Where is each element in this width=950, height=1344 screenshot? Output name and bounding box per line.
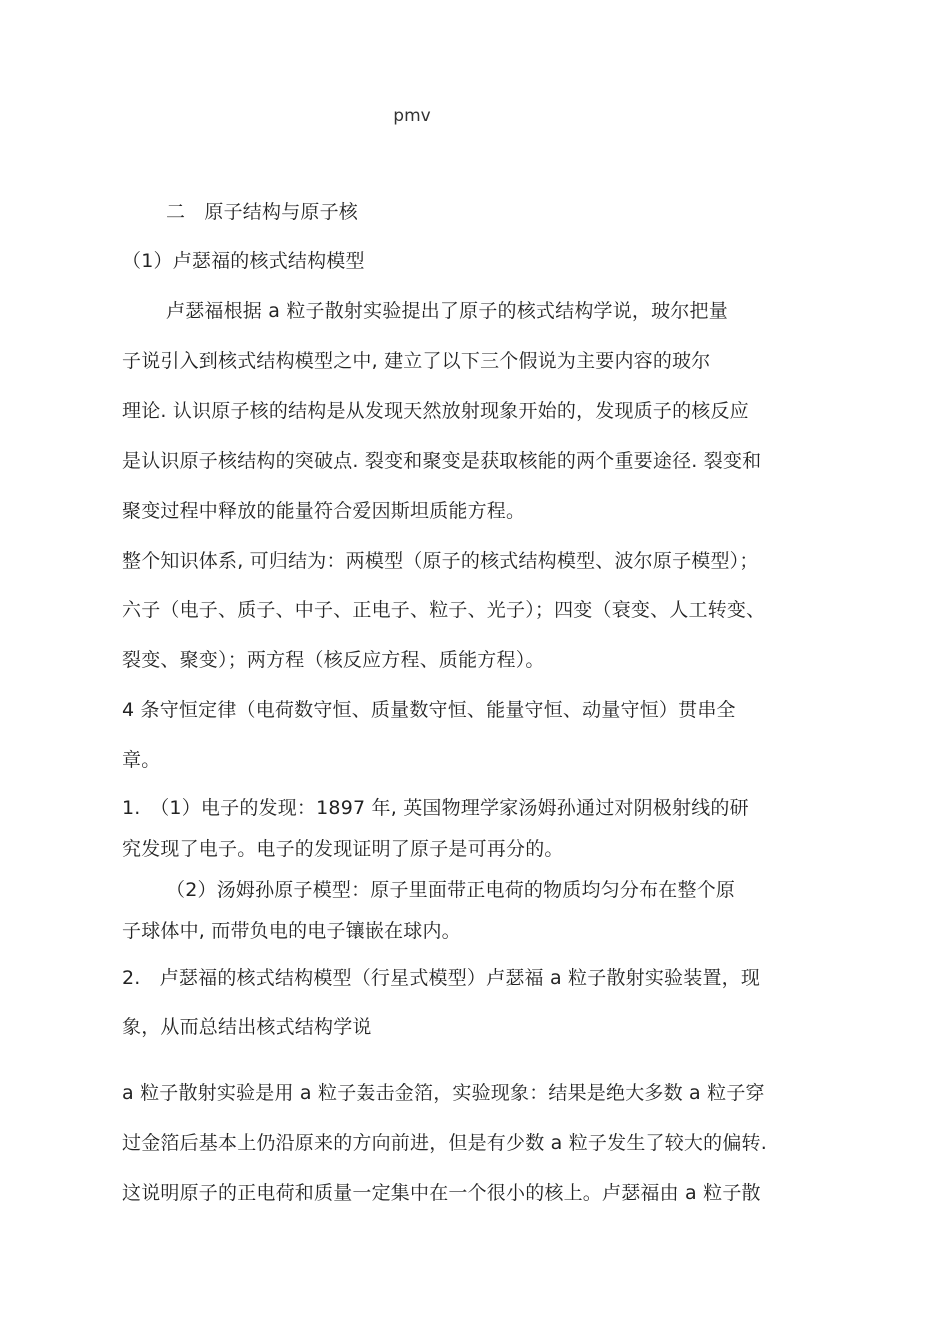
paragraph-line: 六子（电子、质子、中子、正电子、粒子、光子）；四变（衰变、人工转变、 [122,599,766,621]
paragraph-line: 4 条守恒定律（电荷数守恒、质量数守恒、能量守恒、动量守恒）贯串全 [122,699,736,721]
list-item-line: 子球体中, 而带负电的电子镶嵌在球内。 [122,920,461,942]
paragraph-line: 过金箔后基本上仍沿原来的方向前进，但是有少数 a 粒子发生了较大的偏转. [122,1132,767,1154]
list-item-line: 象，从而总结出核式结构学说 [122,1016,372,1038]
paragraph-line: 裂变、聚变）；两方程（核反应方程、质能方程）。 [122,649,545,671]
paragraph-line: 聚变过程中释放的能量符合爱因斯坦质能方程。 [122,500,526,522]
paragraph-line: 这说明原子的正电荷和质量一定集中在一个很小的核上。卢瑟福由 a 粒子散 [122,1182,761,1204]
list-item-line: 2. 卢瑟福的核式结构模型（行星式模型）卢瑟福 a 粒子散射实验装置，现 [122,967,761,989]
paragraph-line: a 粒子散射实验是用 a 粒子轰击金箔，实验现象：结果是绝大多数 a 粒子穿 [122,1082,765,1104]
paragraph-line: 卢瑟福根据 a 粒子散射实验提出了原子的核式结构学说，玻尔把量 [166,300,728,322]
paragraph-line: 章。 [122,749,161,771]
list-item-line: （2）汤姆孙原子模型：原子里面带正电荷的物质均匀分布在整个原 [166,879,736,901]
section-title: 二 原子结构与原子核 [166,201,359,223]
page-header: pmv [393,106,431,126]
subsection-title: （1）卢瑟福的核式结构模型 [122,250,365,272]
list-item-line: 究发现了电子。电子的发现证明了原子是可再分的。 [122,838,564,860]
list-item-line: 1. （1）电子的发现：1897 年, 英国物理学家汤姆孙通过对阴极射线的研 [122,797,749,819]
paragraph-line: 是认识原子核结构的突破点. 裂变和聚变是获取核能的两个重要途径. 裂变和 [122,450,762,472]
paragraph-line: 子说引入到核式结构模型之中, 建立了以下三个假说为主要内容的玻尔 [122,350,711,372]
paragraph-line: 理论. 认识原子核的结构是从发现天然放射现象开始的，发现质子的核反应 [122,400,749,422]
paragraph-line: 整个知识体系, 可归结为：两模型（原子的核式结构模型、波尔原子模型）； [122,550,759,572]
